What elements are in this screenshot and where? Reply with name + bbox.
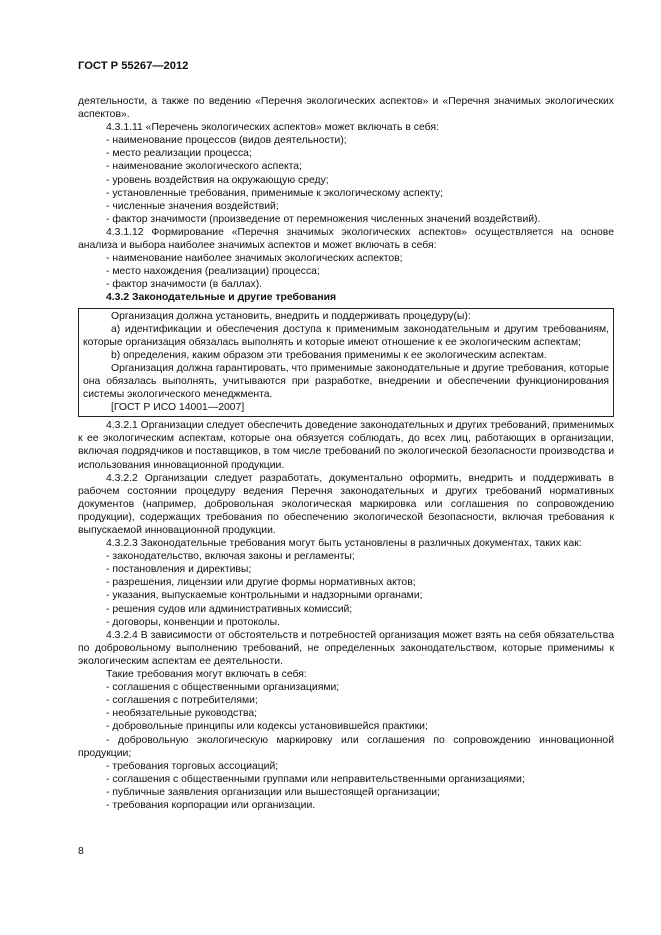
list-item: - установленные требования, применимые к экологическому аспекту; xyxy=(106,187,443,199)
list-item: - уровень воздействия на окружающую среду; xyxy=(106,174,329,186)
list-item: - требования корпорации или организации. xyxy=(106,799,316,811)
standard-reference: [ГОСТ Р ИСО 14001—2007] xyxy=(111,402,245,414)
list-item: - соглашения с общественными группами или неправительственными организациями; xyxy=(106,773,525,785)
list-item: - указания, выпускаемые контрольными и надзорными органами; xyxy=(106,590,423,602)
such-requirements-lead: Такие требования могут включать в себя: xyxy=(106,669,307,681)
list-item: - решения судов или административных комиссий; xyxy=(106,603,353,615)
box-paragraph: b) определения, каким образом эти требования применимы к ее экологическим аспектам. xyxy=(111,349,547,361)
list-item: - место нахождения (реализации) процесса; xyxy=(106,266,320,278)
list-item: - фактор значимости (произведение от перемножения численных значений воздействий). xyxy=(106,213,541,225)
list-item: - необязательные руководства; xyxy=(106,708,258,720)
list-item: - публичные заявления организации или вышестоящей организации; xyxy=(106,786,440,798)
clause-4-3-1-12-lead: 4.3.1.12 Формирование «Перечня значимых экологических аспектов» осуществляется на основе анализа и выбора наиболее значимых аспектов и может включать в себя: xyxy=(78,226,614,252)
list-item: - добровольную экологическую маркировку или соглашения по сопровождению инновационной продукции; xyxy=(78,734,614,759)
list-item: - наименование экологического аспекта; xyxy=(106,161,302,173)
page-number: 8 xyxy=(78,846,84,857)
box-paragraph: Организация должна установить, внедрить и поддерживать процедуру(ы): xyxy=(111,310,471,322)
clause-4-3-2-3-lead: 4.3.2.3 Законодательные требования могут быть установлены в различных документах, таких как: xyxy=(106,538,582,550)
list-item: - договоры, конвенции и протоколы. xyxy=(106,616,280,628)
intro-paragraph: деятельности, а также по ведению «Перечня экологических аспектов» и «Перечня значимых экологических аспектов». xyxy=(78,96,614,121)
list-item: - разрешения, лицензии или другие формы нормативных актов; xyxy=(106,577,416,589)
box-paragraph: а) идентификации и обеспечения доступа к применимым законодательным и другим требованиям, которые организация обязалась выполнять и которые имеют отношение к ее экологическим аспектам; xyxy=(83,323,609,348)
box-paragraph: Организация должна гарантировать, что применимые законодательные и другие требования, которые она обязалась выполнять, учитываются при разработке, внедрении и обеспечении функционирования системы экологического менеджмента. xyxy=(83,362,609,401)
list-item: - соглашения с общественными организациями; xyxy=(106,682,340,694)
list-item: - требования торговых ассоциаций; xyxy=(106,760,279,772)
clause-4-3-2-2: 4.3.2.2 Организации следует разработать, документально оформить, внедрить и поддерживать в рабочем состоянии процедуру ведения Перечня законодательных и других требований нормативных документов (например, добровольная экологическая маркировка или соглашения по сопровождению продукции), содержащих требования по обеспечению экологической безопасности, включая требования к выпускаемой инновационной продукции. xyxy=(78,472,614,536)
clause-4-3-1-11-lead: 4.3.1.11 «Перечень экологических аспектов» может включать в себя: xyxy=(106,122,439,134)
page-body xyxy=(78,95,614,812)
list-item: - фактор значимости (в баллах). xyxy=(106,279,263,291)
list-item: - соглашения с потребителями; xyxy=(106,695,258,707)
list-item: - место реализации процесса; xyxy=(106,148,252,160)
list-item: - наименование процессов (видов деятельности); xyxy=(106,135,347,147)
list-item: - добровольные принципы или кодексы установившейся практики; xyxy=(106,721,428,733)
clause-4-3-2-1: 4.3.2.1 Организации следует обеспечить доведение законодательных и других требований, применимых к ее экологическим аспектам, которые она обязуется соблюдать, до всех лиц, работающих в организации, включая подрядчиков и поставщиков, в том числе требований по экологической безопасности производства и использования инновационной продукции. xyxy=(78,420,614,471)
list-item: - наименование наиболее значимых экологических аспектов; xyxy=(106,253,403,265)
document-header: ГОСТ Р 55267—2012 xyxy=(78,60,189,72)
clause-4-3-2-4: 4.3.2.4 В зависимости от обстоятельств и потребностей организация может взять на себя обязательства по добровольному выполнению требований, не определенных законодательством, которые применимы к экологическим аспектам ее деятельности. xyxy=(78,629,614,667)
list-item: - численные значения воздействий; xyxy=(106,200,279,212)
section-heading-4-3-2: 4.3.2 Законодательные и другие требования xyxy=(106,292,337,304)
quoted-standard-box xyxy=(78,308,614,418)
list-item: - постановления и директивы; xyxy=(106,564,252,576)
list-item: - законодательство, включая законы и регламенты; xyxy=(106,551,355,563)
